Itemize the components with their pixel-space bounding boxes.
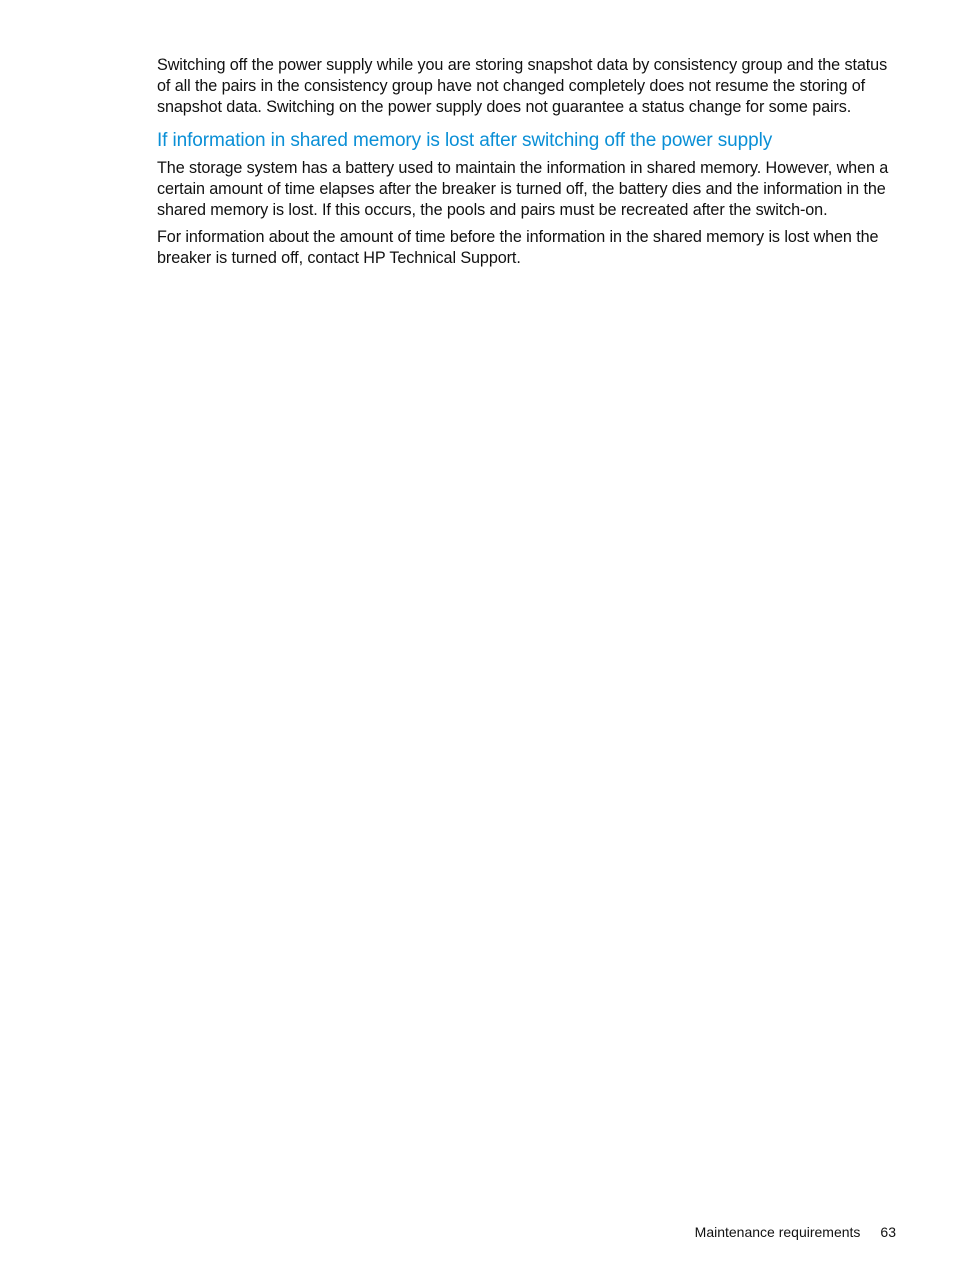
- footer-section-title: Maintenance requirements: [694, 1224, 861, 1240]
- body-paragraph: The storage system has a battery used to maintain the information in shared memory. However, when a certain amount of time elapses after the breaker is turned off, the battery dies and the information in the shared memory is lost. If this occurs, the pools and pairs must be recreated after the switch-on.: [157, 159, 889, 219]
- page-number: 63: [880, 1224, 896, 1240]
- page-content: [157, 55, 899, 275]
- page-footer: [695, 1222, 896, 1242]
- section-heading: If information in shared memory is lost after switching off the power supply: [157, 130, 773, 151]
- intro-paragraph: Switching off the power supply while you are storing snapshot data by consistency group and the status of all the pairs in the consistency group have not changed completely does not resume the storing of snapshot data. Switching on the power supply does not guarantee a status change for some pairs.: [157, 56, 888, 116]
- body-paragraph: For information about the amount of time before the information in the shared memory is lost when the breaker is turned off, contact HP Technical Support.: [157, 228, 879, 267]
